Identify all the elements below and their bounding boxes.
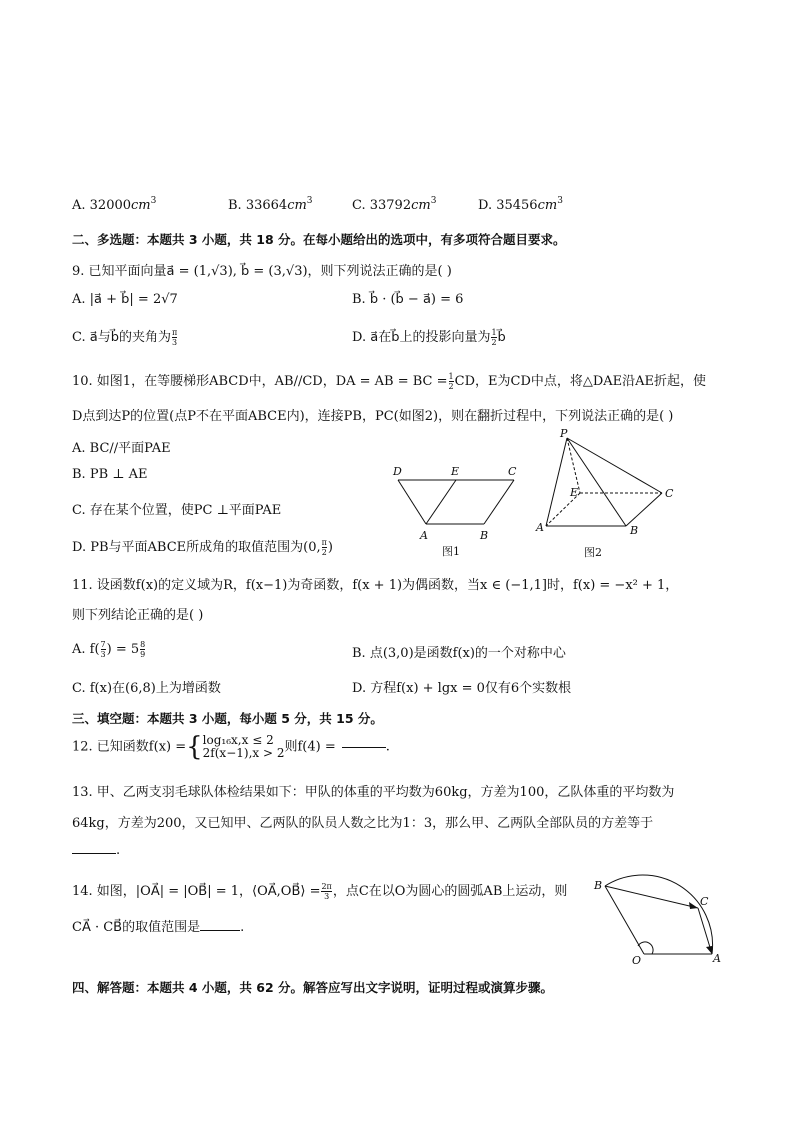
q9-stem: 9. 已知平面向量a⃗ = (1,√3), b⃗ = (3,√3)，则下列说法正确的是( ) [72, 264, 452, 279]
section-4-heading: 四、解答题：本题共 4 小题，共 62 分。解答应写出文字说明，证明过程或演算步骤。 [72, 980, 554, 995]
q10-stem-line2: D点到达P的位置(点P不在平面ABCE内)，连接PB，PC(如图2)，则在翻折过程中，下列说法正确的是( ) [72, 409, 674, 424]
fig2-caption: 图2 [584, 546, 602, 559]
arrow-head-bc [689, 902, 698, 909]
q12-answer-blank[interactable] [342, 747, 386, 748]
label-c: C [665, 487, 674, 500]
edge-pc [567, 438, 662, 493]
q8-option-b: B. $33664cm^3$ [228, 196, 313, 213]
label-c: C [508, 465, 517, 478]
q11-option-c: C. f(x)在(6,8)上为增函数 [72, 681, 221, 696]
label-p: P [560, 428, 568, 440]
label-d: D [393, 465, 402, 478]
q11-option-a: A. f( $\frac{7}{3}$ ) = 5 $\frac{8}{9}$ [72, 640, 146, 659]
label-b: B [594, 879, 603, 892]
q10-option-c: C. 存在某个位置，使PC ⊥平面PAE [72, 503, 282, 518]
label-b: B [480, 529, 489, 542]
section-3-heading: 三、填空题：本题共 3 小题，每小题 5 分，共 15 分。 [72, 711, 383, 726]
segment-bc [605, 886, 698, 908]
q13-answer-line: . [72, 843, 120, 858]
q11-stem-line1: 11. 设函数f(x)的定义域为R，f(x−1)为奇函数，f(x + 1)为偶函数，当x ∈ (−1,1]时，f(x) = −x² + 1， [72, 578, 679, 593]
q14-stem-line1: 14. 如图，|OA⃗| = |OB⃗| = 1，⟨OA⃗,OB⃗⟩ = $\frac{2\pi}{3}$ ，点C在以O为圆心的圆弧AB上运动，则 [72, 882, 568, 901]
q11-option-d: D. 方程f(x) + lgx = 0仅有6个实数根 [352, 681, 572, 696]
q11-option-b: B. 点(3,0)是函数f(x)的一个对称中心 [352, 646, 566, 661]
q14-answer-blank[interactable] [200, 930, 240, 931]
q10-option-a: A. BC//平面PAE [72, 441, 171, 456]
q13-stem-line1: 13. 甲、乙两支羽毛球队体检结果如下：甲队的体重的平均数为60kg，方差为100，乙队体重的平均数为 [72, 785, 675, 800]
q9-option-c: C. a⃗与b⃗的夹角为 $\frac{\pi}{3}$ [72, 328, 178, 347]
label-b: B [630, 524, 639, 537]
q12-case-1: log₁₆x,x ≤ 2 [202, 733, 274, 747]
fig1-caption: 图1 [442, 545, 460, 558]
q10-option-b: B. PB ⊥ AE [72, 467, 148, 482]
edge-pe [567, 438, 580, 493]
q12-case-2: 2f(x−1),x > 2 [202, 746, 285, 760]
arrow-head-ca [706, 946, 712, 954]
label-a: A [713, 952, 721, 965]
q11-stem-line2: 则下列结论正确的是( ) [72, 608, 204, 623]
label-a: A [420, 529, 428, 542]
q13-stem-line2: 64kg，方差为200，又已知甲、乙两队的队员人数之比为1：3，那么甲、乙两队全部队员的方差等于 [72, 816, 654, 831]
q9-option-d: D. a⃗在b⃗上的投影向量为 $\frac{1}{2}$ b⃗ [352, 328, 506, 347]
q9-option-b: B. b⃗ · (b⃗ − a⃗) = 6 [352, 292, 464, 307]
q8-option-c: C. $33792cm^3$ [352, 196, 437, 213]
q13-answer-blank[interactable] [72, 853, 116, 854]
q14-figure [592, 874, 732, 966]
q9-option-a: A. |a⃗ + b⃗| = 2√7 [72, 292, 178, 307]
q10-figure-2 [530, 428, 680, 562]
label-a: A [536, 521, 544, 534]
label-e: E [451, 465, 460, 478]
section-2-heading: 二、多选题：本题共 3 小题，共 18 分。在每小题给出的选项中，有多项符合题目要求。 [72, 232, 566, 247]
edge-pb [567, 438, 626, 526]
edge-bc [626, 493, 662, 526]
edge-pa [546, 438, 567, 526]
edge-ea [426, 480, 456, 524]
label-c: C [700, 895, 709, 908]
q10-figure-1 [388, 462, 528, 562]
q8-option-d: D. $35456cm^3$ [478, 196, 563, 213]
label-e: E [570, 486, 579, 499]
segment-ob [605, 886, 644, 954]
edge-da [398, 480, 426, 524]
q8-option-a: A. $32000cm^3$ [72, 196, 157, 213]
edge-cb [484, 480, 514, 524]
q10-stem-line1: 10. 如图1，在等腰梯形ABCD中，AB//CD，DA = AB = BC = $\frac{1}{2}$ CD，E为CD中点，将△DAE沿AE折起，使 [72, 372, 707, 391]
label-o: O [632, 954, 642, 966]
q12-stem: 12. 已知函数f(x) ={ log₁₆x,x ≤ 2 2f(x−1),x > 2 则f(4) = . [72, 732, 390, 762]
q14-stem-line2: CA⃗ · CB⃗的取值范围是 . [72, 920, 245, 935]
q10-option-d: D. PB与平面ABCE所成角的取值范围为(0, $\frac{\pi}{2}$ ) [72, 538, 333, 557]
